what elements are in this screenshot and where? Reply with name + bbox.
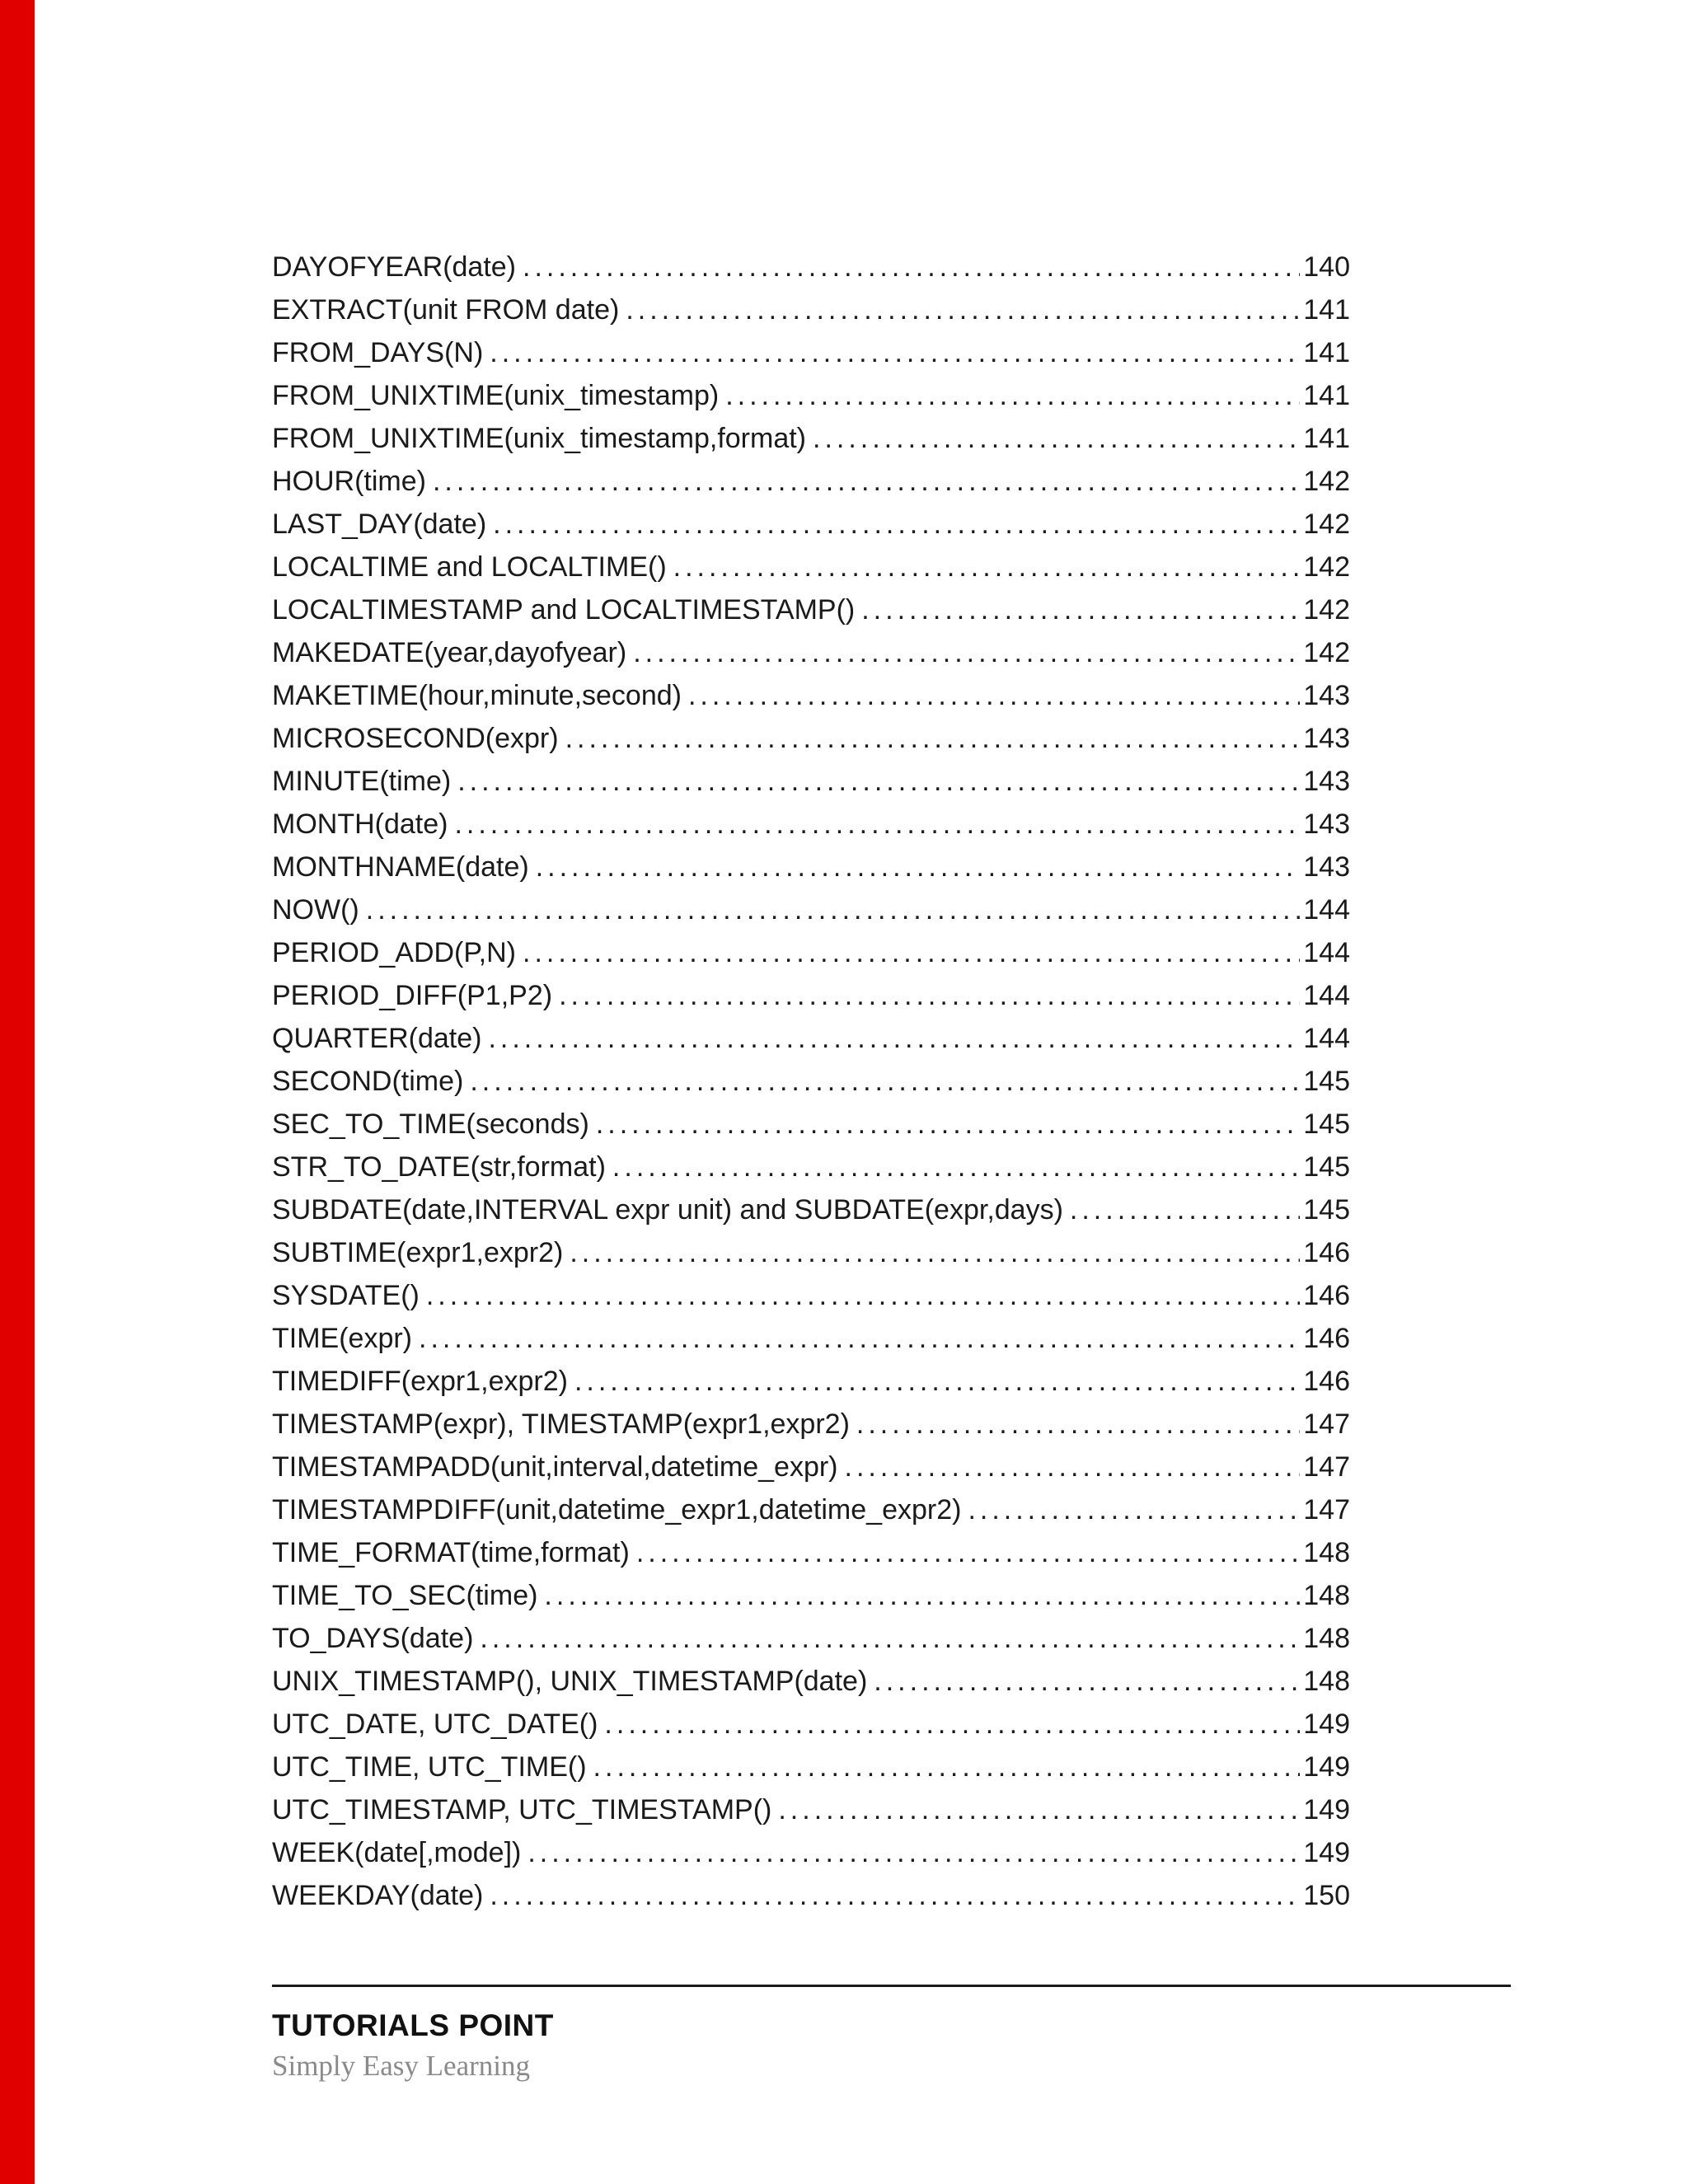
toc-entry-page: 141 — [1303, 337, 1350, 368]
toc-entry-label: TO_DAYS(date) — [272, 1623, 474, 1654]
toc-entry-row — [272, 1274, 1350, 1317]
toc-entry-row — [272, 888, 1350, 931]
toc-entry-row — [272, 1317, 1350, 1360]
toc-entry-page: 140 — [1303, 251, 1350, 283]
toc-leader-dots — [488, 1017, 1300, 1060]
toc-entry-page: 146 — [1303, 1366, 1350, 1397]
toc-entry-row — [272, 374, 1350, 417]
toc-leader-dots — [861, 588, 1300, 631]
toc-entry-row — [272, 1874, 1350, 1917]
toc-entry-row — [272, 1831, 1350, 1874]
toc-entry-row — [272, 931, 1350, 974]
toc-entry-label: TIME_TO_SEC(time) — [272, 1580, 538, 1611]
toc-entry-row — [272, 717, 1350, 760]
toc-entry-page: 141 — [1303, 294, 1350, 326]
toc-entry-label: FROM_DAYS(N) — [272, 337, 484, 368]
toc-leader-dots — [454, 803, 1300, 846]
toc-entry-label: STR_TO_DATE(str,format) — [272, 1151, 606, 1183]
toc-list — [272, 246, 1350, 1917]
toc-leader-dots — [523, 931, 1300, 974]
toc-leader-dots — [778, 1788, 1300, 1831]
toc-entry-label: LOCALTIME and LOCALTIME() — [272, 551, 667, 583]
toc-entry-row — [272, 1103, 1350, 1146]
toc-leader-dots — [688, 674, 1300, 717]
toc-entry-label: PERIOD_DIFF(P1,P2) — [272, 980, 553, 1011]
toc-entry-row — [272, 288, 1350, 331]
toc-entry-row — [272, 331, 1350, 374]
toc-entry-row — [272, 1188, 1350, 1231]
footer-brand: TUTORIALS POINT — [272, 2008, 554, 2042]
toc-entry-page: 143 — [1303, 723, 1350, 754]
toc-entry-label: TIMESTAMPDIFF(unit,datetime_expr1,datetime_expr2) — [272, 1494, 962, 1526]
toc-leader-dots — [426, 1274, 1300, 1317]
toc-leader-dots — [433, 460, 1300, 503]
toc-entry-page: 145 — [1303, 1194, 1350, 1226]
toc-entry-page: 144 — [1303, 1023, 1350, 1054]
toc-leader-dots — [470, 1060, 1300, 1103]
footer-tagline: Simply Easy Learning — [272, 2050, 531, 2082]
toc-leader-dots — [874, 1660, 1300, 1703]
toc-entry-label: MAKEDATE(year,dayofyear) — [272, 637, 627, 668]
toc-entry-page: 143 — [1303, 851, 1350, 883]
toc-entry-page: 142 — [1303, 509, 1350, 540]
toc-entry-label: TIMESTAMP(expr), TIMESTAMP(expr1,expr2) — [272, 1408, 850, 1440]
toc-entry-label: DAYOFYEAR(date) — [272, 251, 517, 283]
toc-entry-label: QUARTER(date) — [272, 1023, 482, 1054]
toc-entry-page: 147 — [1303, 1494, 1350, 1526]
toc-leader-dots — [570, 1231, 1300, 1274]
toc-entry-label: UTC_TIME, UTC_TIME() — [272, 1751, 587, 1783]
footer-divider — [272, 1985, 1511, 1987]
page-edge-accent-bar — [0, 0, 35, 2184]
toc-entry-row — [272, 1617, 1350, 1660]
toc-entry-page: 147 — [1303, 1408, 1350, 1440]
toc-entry-row — [272, 588, 1350, 631]
toc-entry-label: SUBTIME(expr1,expr2) — [272, 1237, 564, 1268]
toc-leader-dots — [419, 1317, 1300, 1360]
toc-entry-row — [272, 1146, 1350, 1188]
toc-entry-page: 148 — [1303, 1666, 1350, 1697]
toc-entry-page: 142 — [1303, 637, 1350, 668]
toc-leader-dots — [559, 974, 1300, 1017]
toc-leader-dots — [457, 760, 1300, 803]
toc-entry-label: SUBDATE(date,INTERVAL expr unit) and SUBDATE(expr,days) — [272, 1194, 1063, 1226]
toc-leader-dots — [1070, 1188, 1300, 1231]
toc-entry-label: LAST_DAY(date) — [272, 509, 487, 540]
toc-entry-row — [272, 1360, 1350, 1403]
toc-entry-label: PERIOD_ADD(P,N) — [272, 937, 516, 968]
toc-entry-row — [272, 974, 1350, 1017]
toc-leader-dots — [536, 846, 1301, 888]
toc-entry-page: 149 — [1303, 1708, 1350, 1740]
toc-entry-label: TIME(expr) — [272, 1323, 412, 1354]
toc-entry-row — [272, 1746, 1350, 1788]
toc-entry-page: 144 — [1303, 980, 1350, 1011]
toc-entry-label: WEEK(date[,mode]) — [272, 1837, 522, 1868]
toc-entry-label: MONTH(date) — [272, 808, 448, 840]
toc-leader-dots — [528, 1831, 1300, 1874]
toc-leader-dots — [633, 631, 1300, 674]
toc-leader-dots — [813, 417, 1300, 460]
toc-entry-row — [272, 417, 1350, 460]
toc-leader-dots — [725, 374, 1300, 417]
toc-entry-page: 145 — [1303, 1151, 1350, 1183]
toc-entry-page: 149 — [1303, 1794, 1350, 1825]
toc-entry-row — [272, 674, 1350, 717]
toc-leader-dots — [636, 1531, 1300, 1574]
toc-entry-row — [272, 1703, 1350, 1746]
toc-leader-dots — [490, 331, 1300, 374]
toc-entry-page: 142 — [1303, 551, 1350, 583]
toc-entry-label: NOW() — [272, 894, 359, 926]
toc-leader-dots — [480, 1617, 1300, 1660]
toc-entry-row — [272, 503, 1350, 546]
toc-entry-label: EXTRACT(unit FROM date) — [272, 294, 620, 326]
toc-entry-page: 146 — [1303, 1237, 1350, 1268]
toc-leader-dots — [845, 1446, 1301, 1488]
toc-entry-label: TIMEDIFF(expr1,expr2) — [272, 1366, 568, 1397]
toc-entry-row — [272, 631, 1350, 674]
toc-entry-page: 148 — [1303, 1580, 1350, 1611]
toc-leader-dots — [593, 1746, 1301, 1788]
toc-entry-row — [272, 1660, 1350, 1703]
toc-entry-row — [272, 1788, 1350, 1831]
toc-entry-row — [272, 460, 1350, 503]
toc-entry-page: 146 — [1303, 1280, 1350, 1311]
toc-entry-row — [272, 546, 1350, 588]
toc-entry-page: 143 — [1303, 766, 1350, 797]
toc-leader-dots — [574, 1360, 1300, 1403]
page-footer — [272, 1985, 1511, 2083]
toc-entry-page: 141 — [1303, 423, 1350, 454]
toc-entry-row — [272, 246, 1350, 288]
toc-entry-row — [272, 846, 1350, 888]
toc-entry-row — [272, 1446, 1350, 1488]
toc-leader-dots — [493, 503, 1300, 546]
toc-entry-label: LOCALTIMESTAMP and LOCALTIMESTAMP() — [272, 594, 856, 626]
toc-entry-page: 148 — [1303, 1623, 1350, 1654]
toc-entry-label: FROM_UNIXTIME(unix_timestamp) — [272, 380, 720, 411]
toc-entry-label: UTC_TIMESTAMP, UTC_TIMESTAMP() — [272, 1794, 772, 1825]
toc-leader-dots — [856, 1403, 1300, 1446]
toc-entry-label: UTC_DATE, UTC_DATE() — [272, 1708, 598, 1740]
toc-entry-row — [272, 1488, 1350, 1531]
toc-entry-label: WEEKDAY(date) — [272, 1880, 484, 1911]
toc-entry-row — [272, 1403, 1350, 1446]
toc-entry-label: SECOND(time) — [272, 1066, 464, 1097]
toc-entry-label: TIMESTAMPADD(unit,interval,datetime_expr) — [272, 1451, 838, 1483]
toc-entry-label: TIME_FORMAT(time,format) — [272, 1537, 630, 1568]
toc-entry-label: HOUR(time) — [272, 466, 426, 497]
toc-entry-page: 146 — [1303, 1323, 1350, 1354]
toc-entry-page: 149 — [1303, 1837, 1350, 1868]
toc-entry-page: 144 — [1303, 937, 1350, 968]
toc-entry-page: 144 — [1303, 894, 1350, 926]
toc-entry-page: 145 — [1303, 1066, 1350, 1097]
toc-entry-page: 142 — [1303, 466, 1350, 497]
toc-leader-dots — [490, 1874, 1300, 1917]
toc-entry-page: 147 — [1303, 1451, 1350, 1483]
toc-leader-dots — [544, 1574, 1300, 1617]
toc-leader-dots — [626, 288, 1300, 331]
toc-entry-row — [272, 1574, 1350, 1617]
toc-leader-dots — [523, 246, 1300, 288]
toc-entry-page: 141 — [1303, 380, 1350, 411]
toc-entry-label: SEC_TO_TIME(seconds) — [272, 1108, 589, 1140]
toc-entry-row — [272, 760, 1350, 803]
toc-leader-dots — [604, 1703, 1300, 1746]
toc-entry-page: 150 — [1303, 1880, 1350, 1911]
toc-entry-page: 148 — [1303, 1537, 1350, 1568]
toc-entry-page: 145 — [1303, 1108, 1350, 1140]
toc-entry-row — [272, 1060, 1350, 1103]
toc-entry-label: MINUTE(time) — [272, 766, 452, 797]
toc-entry-label: SYSDATE() — [272, 1280, 420, 1311]
toc-entry-label: UNIX_TIMESTAMP(), UNIX_TIMESTAMP(date) — [272, 1666, 868, 1697]
toc-entry-label: MONTHNAME(date) — [272, 851, 529, 883]
toc-entry-page: 143 — [1303, 808, 1350, 840]
toc-leader-dots — [968, 1488, 1300, 1531]
toc-leader-dots — [565, 717, 1301, 760]
toc-leader-dots — [673, 546, 1301, 588]
toc-leader-dots — [612, 1146, 1300, 1188]
toc-leader-dots — [366, 888, 1301, 931]
toc-leader-dots — [596, 1103, 1300, 1146]
toc-entry-row — [272, 1017, 1350, 1060]
toc-entry-page: 142 — [1303, 594, 1350, 626]
toc-entry-label: MAKETIME(hour,minute,second) — [272, 680, 682, 711]
toc-entry-row — [272, 803, 1350, 846]
toc-entry-row — [272, 1531, 1350, 1574]
toc-entry-page: 143 — [1303, 680, 1350, 711]
toc-entry-label: FROM_UNIXTIME(unix_timestamp,format) — [272, 423, 806, 454]
toc-entry-page: 149 — [1303, 1751, 1350, 1783]
toc-entry-label: MICROSECOND(expr) — [272, 723, 559, 754]
toc-entry-row — [272, 1231, 1350, 1274]
